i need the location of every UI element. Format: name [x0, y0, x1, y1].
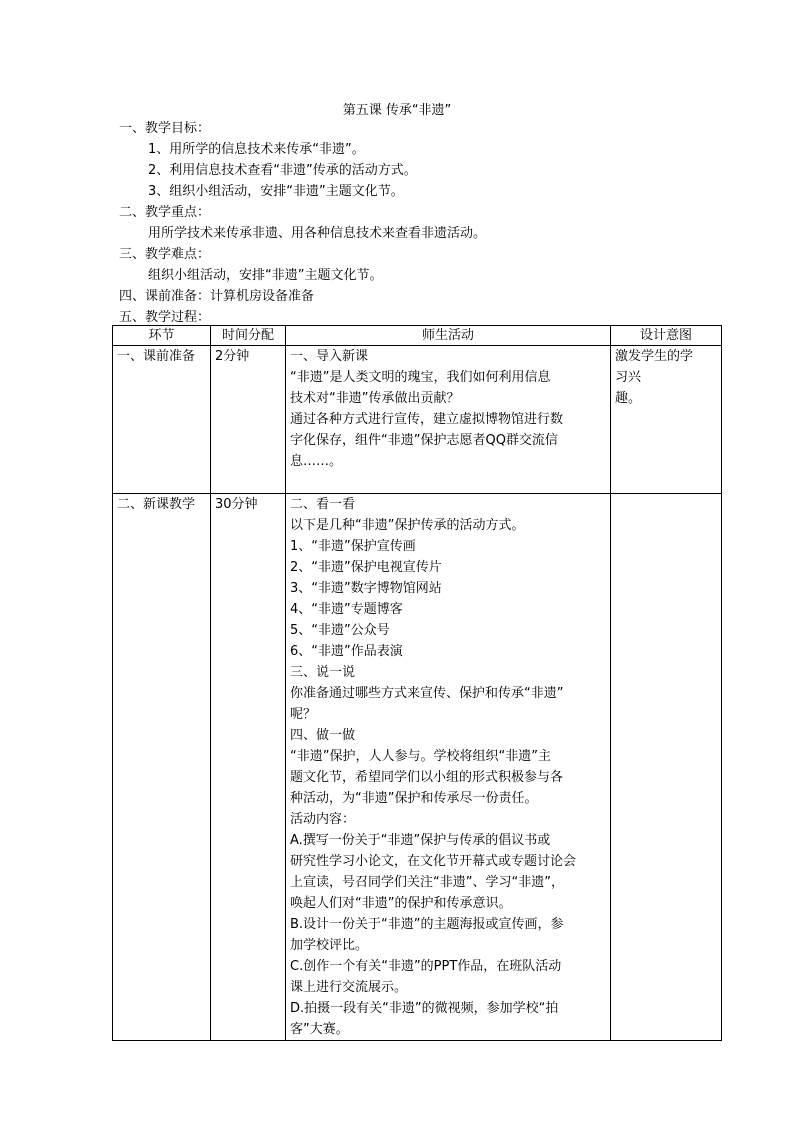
- time-label: 2分钟: [215, 349, 250, 364]
- header-time: 时间分配: [211, 326, 286, 346]
- activity-line: A.撰写一份关于“非遗”保护与传承的倡议书或: [290, 833, 551, 848]
- lesson-outline: [119, 118, 739, 328]
- table-row: [113, 346, 722, 494]
- goal-item: 2、利用信息技术查看“非遗”传承的活动方式。: [148, 163, 417, 178]
- activity-line: 通过各种方式进行宣传，建立虚拟博物馆进行数: [290, 412, 564, 427]
- activity-line: 4、“非遗”专题博客: [290, 602, 403, 617]
- activity-line: 四、做一做: [290, 728, 356, 743]
- activity-line: 你准备通过哪些方式来宣传、保护和传承“非遗”: [290, 686, 564, 701]
- intent-cell: [611, 494, 722, 1041]
- header-intent: 设计意图: [611, 326, 722, 346]
- table-header-row: [113, 326, 722, 346]
- activity-line: 息……。: [290, 454, 343, 469]
- time-cell: [211, 494, 286, 1041]
- activity-line: 课上进行交流展示。: [290, 980, 408, 995]
- stage-label: 一、课前准备: [117, 349, 196, 364]
- activity-line: 三、说一说: [290, 665, 356, 680]
- activity-line: 二、看一看: [290, 497, 356, 512]
- difficulty-heading: 三、教学难点：: [119, 247, 211, 262]
- intent-line: 趣。: [615, 391, 642, 406]
- activity-line: 技术对“非遗”传承做出贡献？: [290, 391, 460, 406]
- activity-line: C.创作一个有关“非遗”的PPT作品，在班队活动: [290, 959, 562, 974]
- intent-cell: [611, 346, 722, 494]
- activity-line: 加学校评比。: [290, 938, 369, 953]
- activity-line: 3、“非遗”数字博物馆网站: [290, 581, 442, 596]
- page-title: 第五课 传承“非遗”: [342, 103, 452, 118]
- activity-line: D.拍摄一段有关“非遗”的微视频，参加学校“拍: [290, 1001, 559, 1016]
- activity-line: 题文化节，希望同学们以小组的形式积极参与各: [290, 770, 564, 785]
- time-cell: [211, 346, 286, 494]
- activity-line: 6、“非遗”作品表演: [290, 644, 403, 659]
- activity-line: 研究性学习小论文，在文化节开幕式或专题讨论会: [290, 854, 577, 869]
- activity-line: 客”大赛。: [290, 1022, 349, 1037]
- activity-line: 呢？: [290, 707, 317, 722]
- goal-item: 3、组织小组活动，安排“非遗”主题文化节。: [148, 184, 404, 199]
- activity-line: 上宣读，号召同学们关注“非遗”、学习“非遗”，: [290, 875, 564, 890]
- activity-line: 字化保存，组件“非遗”保护志愿者QQ群交流信: [290, 433, 558, 448]
- goals-heading: 一、教学目标：: [119, 121, 211, 136]
- activity-line: 一、导入新课: [290, 349, 369, 364]
- stage-cell: [113, 346, 211, 494]
- activity-line: B.设计一份关于“非遗”的主题海报或宣传画，参: [290, 917, 564, 932]
- header-activity: 师生活动: [286, 326, 611, 346]
- stage-cell: [113, 494, 211, 1041]
- goal-item: 1、用所学的信息技术来传承“非遗”。: [148, 142, 365, 157]
- activity-line: “非遗”保护，人人参与。学校将组织“非遗”主: [290, 749, 551, 764]
- key-points-text: 用所学技术来传承非遗、用各种信息技术来查看非遗活动。: [148, 226, 487, 241]
- table-row: [113, 494, 722, 1041]
- intent-line: 激发学生的学: [615, 349, 694, 364]
- preparation-line: 四、课前准备：计算机房设备准备: [119, 289, 315, 304]
- activity-line: 种活动，为“非遗”保护和传承尽一份责任。: [290, 791, 538, 806]
- process-heading: 五、教学过程：: [119, 310, 211, 325]
- activity-line: 以下是几种“非遗”保护传承的活动方式。: [290, 518, 525, 533]
- activity-line: 活动内容：: [290, 812, 356, 827]
- activity-cell: [286, 494, 611, 1041]
- intent-line: 习兴: [615, 370, 642, 385]
- stage-label: 二、新课教学: [117, 497, 196, 512]
- activity-cell: [286, 346, 611, 494]
- lesson-process-table: [112, 325, 722, 1041]
- time-label: 30分钟: [215, 497, 258, 512]
- activity-line: “非遗”是人类文明的瑰宝，我们如何利用信息: [290, 370, 551, 385]
- difficulty-text: 组织小组活动，安排“非遗”主题文化节。: [148, 268, 383, 283]
- header-stage: 环节: [113, 326, 211, 346]
- activity-line: 5、“非遗”公众号: [290, 623, 390, 638]
- activity-line: 唤起人们对“非遗”的保护和传承意识。: [290, 896, 512, 911]
- activity-line: 1、“非遗”保护宣传画: [290, 539, 416, 554]
- activity-line: 2、“非遗”保护电视宣传片: [290, 560, 442, 575]
- key-points-heading: 二、教学重点：: [119, 205, 211, 220]
